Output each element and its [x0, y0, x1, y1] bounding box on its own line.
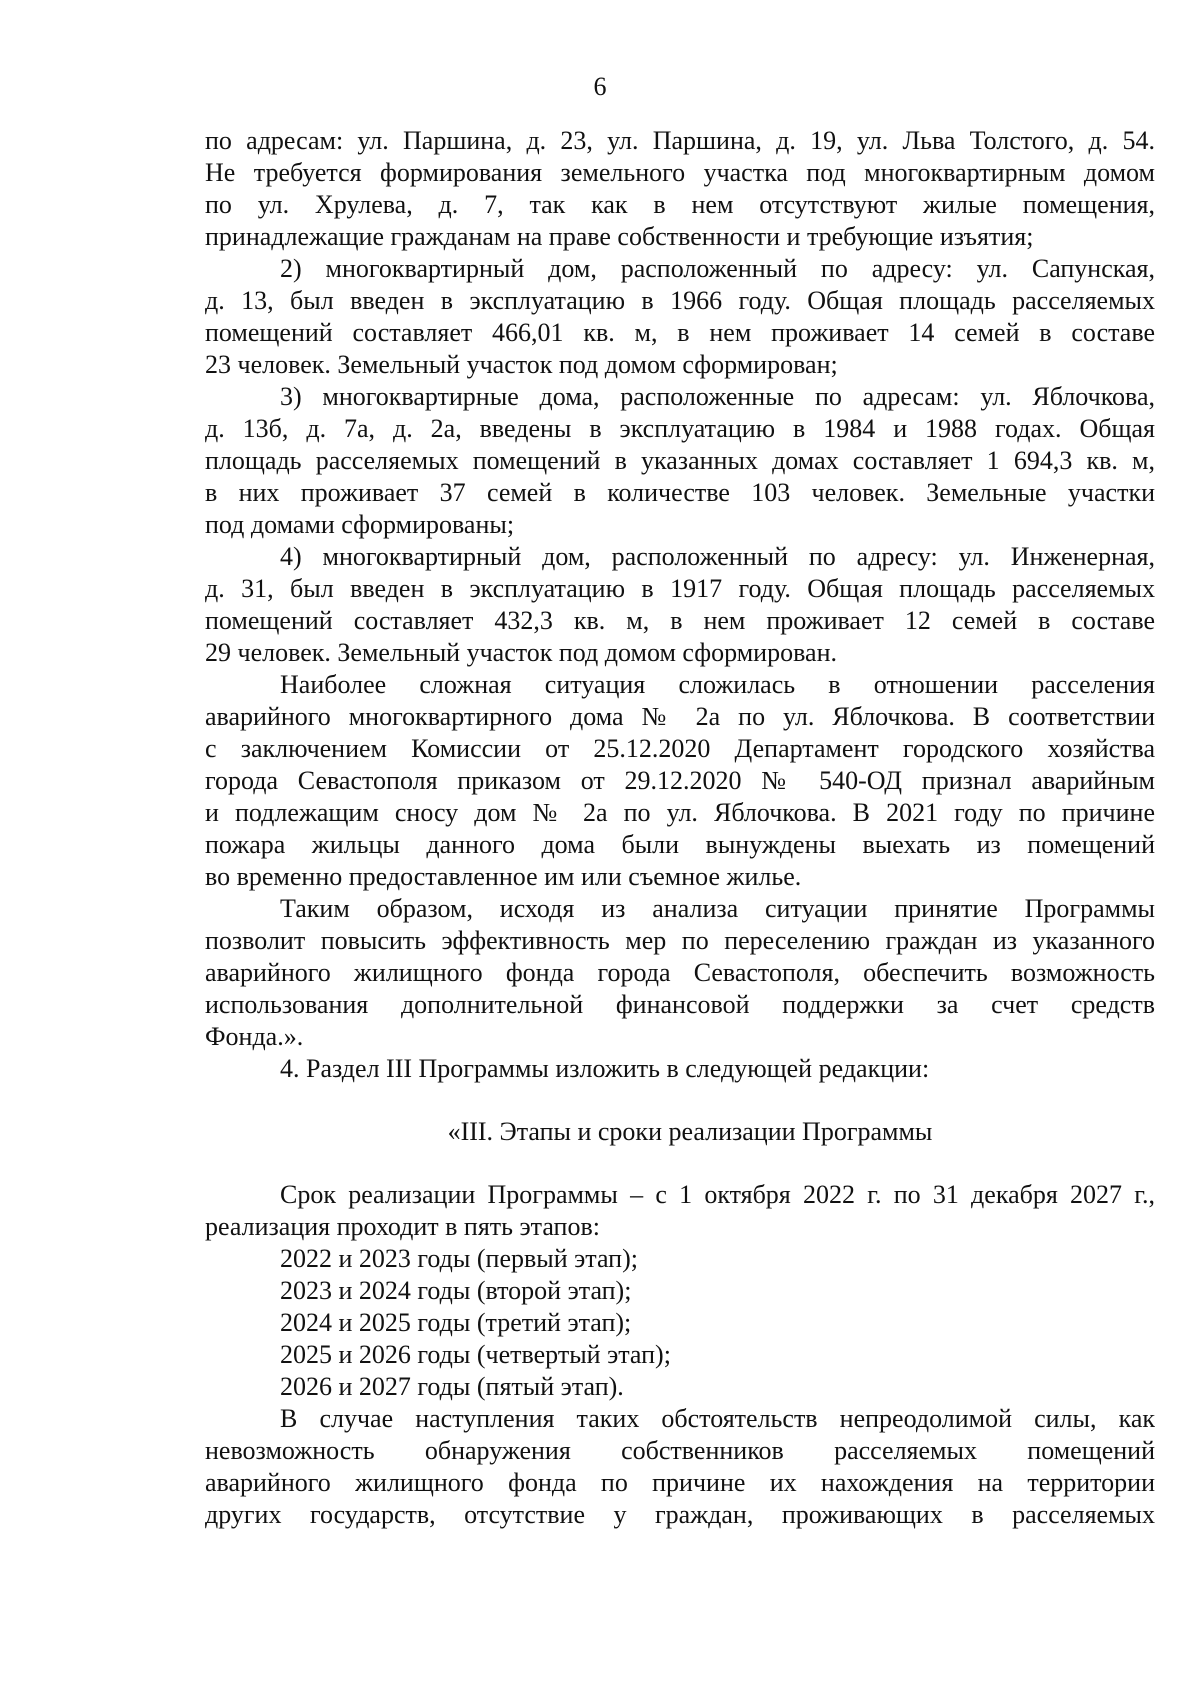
text-line: д. 31, был введен в эксплуатацию в 1917 году. Общая площадь расселяемых: [205, 574, 1155, 603]
text-line: помещений составляет 466,01 кв. м, в нем проживает 14 семей в составе: [205, 318, 1155, 347]
text-line: 2022 и 2023 годы (первый этап);: [280, 1244, 638, 1273]
document-body: [205, 125, 1155, 1531]
text-line: Срок реализации Программы – с 1 октября 2022 г. по 31 декабря 2027 г.,: [280, 1180, 1155, 1209]
text-line: 3) многоквартирные дома, расположенные по адресам: ул. Яблочкова,: [280, 382, 1155, 411]
text-line: аварийного жилищного фонда по причине их нахождения на территории: [205, 1468, 1155, 1497]
text-line: аварийного многоквартирного дома № 2а по ул. Яблочкова. В соответствии: [205, 702, 1155, 731]
text-line: д. 13б, д. 7а, д. 2а, введены в эксплуатацию в 1984 и 1988 годах. Общая: [205, 414, 1155, 443]
text-line: принадлежащие гражданам на праве собственности и требующие изъятия;: [205, 222, 1034, 251]
section-heading: «III. Этапы и сроки реализации Программы: [447, 1117, 933, 1146]
text-line: пожара жильцы данного дома были вынуждены выехать из помещений: [205, 830, 1155, 859]
text-line: города Севастополя приказом от 29.12.2020 № 540-ОД признал аварийным: [205, 766, 1155, 795]
text-line: по адресам: ул. Паршина, д. 23, ул. Паршина, д. 19, ул. Льва Толстого, д. 54.: [205, 126, 1155, 155]
text-block-stages: [205, 1179, 1155, 1531]
text-line: Не требуется формирования земельного участка под многоквартирным домом: [205, 158, 1155, 187]
text-line: Фонда.».: [205, 1022, 304, 1051]
text-line: Наиболее сложная ситуация сложилась в отношении расселения: [280, 670, 1155, 699]
text-line: В случае наступления таких обстоятельств непреодолимой силы, как: [280, 1404, 1155, 1433]
text-line: 2023 и 2024 годы (второй этап);: [280, 1276, 632, 1305]
text-line: и подлежащим сносу дом № 2а по ул. Яблочкова. В 2021 году по причине: [205, 798, 1155, 827]
page-number: 6: [593, 72, 607, 101]
text-line: в них проживает 37 семей в количестве 103 человек. Земельные участки: [205, 478, 1155, 507]
text-line: с заключением Комиссии от 25.12.2020 Департамент городского хозяйства: [205, 734, 1155, 763]
text-line: 4. Раздел III Программы изложить в следующей редакции:: [280, 1054, 930, 1083]
text-line: д. 13, был введен в эксплуатацию в 1966 году. Общая площадь расселяемых: [205, 286, 1155, 315]
text-line: по ул. Хрулева, д. 7, так как в нем отсутствуют жилые помещения,: [205, 190, 1155, 219]
text-line: позволит повысить эффективность мер по переселению граждан из указанного: [205, 926, 1155, 955]
text-line: 2025 и 2026 годы (четвертый этап);: [280, 1340, 671, 1369]
text-line: других государств, отсутствие у граждан, проживающих в расселяемых: [205, 1500, 1155, 1529]
text-line: невозможность обнаружения собственников расселяемых помещений: [205, 1436, 1155, 1465]
text-line: во временно предоставленное им или съемное жилье.: [205, 862, 802, 891]
text-line: использования дополнительной финансовой поддержки за счет средств: [205, 990, 1155, 1019]
text-line: реализация проходит в пять этапов:: [205, 1212, 600, 1241]
spacer: [205, 1148, 1155, 1179]
text-line: помещений составляет 432,3 кв. м, в нем проживает 12 семей в составе: [205, 606, 1155, 635]
text-line: аварийного жилищного фонда города Севастополя, обеспечить возможность: [205, 958, 1155, 987]
text-line: Таким образом, исходя из анализа ситуации принятие Программы: [280, 894, 1155, 923]
spacer: [205, 1085, 1155, 1116]
text-line: 2) многоквартирный дом, расположенный по адресу: ул. Сапунская,: [280, 254, 1155, 283]
text-line: 29 человек. Земельный участок под домом сформирован.: [205, 638, 837, 667]
text-line: 4) многоквартирный дом, расположенный по адресу: ул. Инженерная,: [280, 542, 1155, 571]
text-line: под домами сформированы;: [205, 510, 515, 539]
text-line: 2026 и 2027 годы (пятый этап).: [280, 1372, 624, 1401]
text-block-main: [205, 125, 1155, 1085]
text-line: площадь расселяемых помещений в указанных домах составляет 1 694,3 кв. м,: [205, 446, 1155, 475]
text-line: 2024 и 2025 годы (третий этап);: [280, 1308, 632, 1337]
text-line: 23 человек. Земельный участок под домом сформирован;: [205, 350, 838, 379]
